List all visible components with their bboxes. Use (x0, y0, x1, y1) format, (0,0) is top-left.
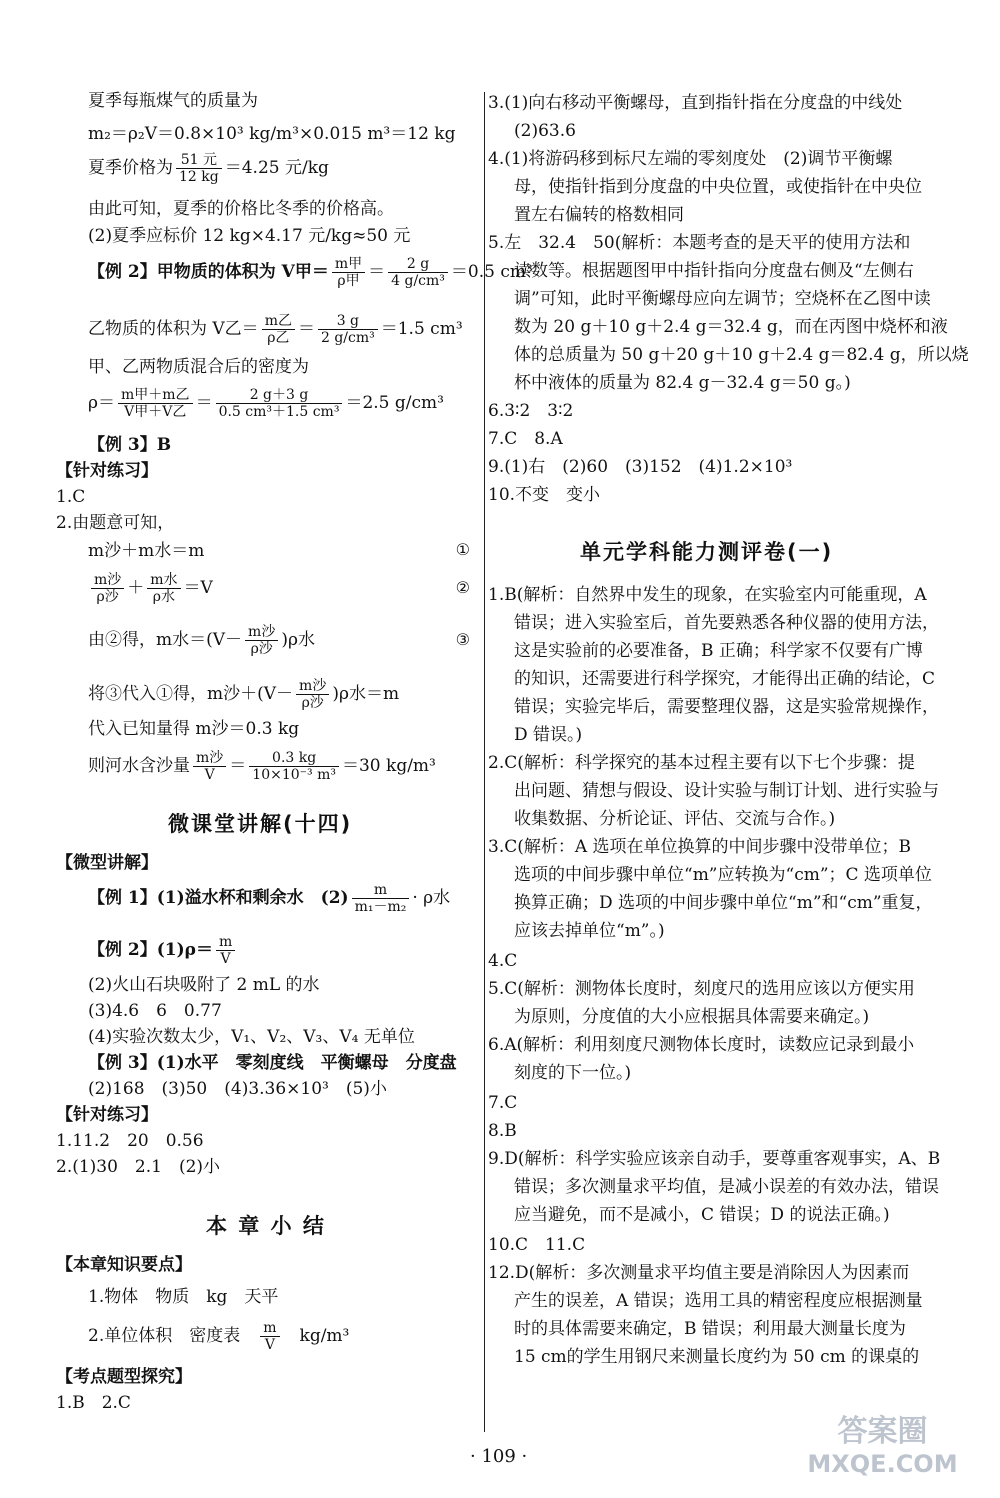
denominator: 2 g/cm³ (320, 330, 375, 346)
answer-line: 1.B 2.C (56, 1393, 131, 1413)
text-fragment: 【例 2】甲物质的体积为 V甲＝ (88, 262, 329, 282)
answer-line: 应该去掉单位“m”。) (514, 921, 665, 941)
denominator: V (204, 767, 215, 783)
answer-line: 2.由题意可知， (56, 513, 175, 533)
text-fragment: ρ＝ (88, 393, 115, 413)
numerator: 2 g＋3 g (216, 387, 343, 404)
fraction (147, 572, 180, 605)
formula-line: $\frac{\text{m沙}}{\text{ρ沙}}$ ＋ $\frac{\text{m水}}{\text{ρ水}}$ ＝V (56, 572, 213, 605)
answer-line: 5.C(解析：测物体长度时，刻度尺的选用应该以方便实用 (488, 979, 915, 999)
denominator: ρ甲 (337, 273, 360, 289)
answer-line: 母，使指针指到分度盘的中央位置，或使指针在中央位 (514, 177, 922, 197)
text-line: 【例 3】(1)水平 零刻度线 平衡螺母 分度盘 (88, 1053, 457, 1073)
fraction (249, 750, 339, 783)
section-label: 【针对练习】 (56, 461, 158, 481)
text-fragment: 由②得，m水＝ (88, 630, 207, 650)
answer-line: 时的具体需要来确定，B 错误；利用最大测量长度为 (514, 1319, 906, 1339)
answer-line: 为原则，分度值的大小应根据具体需要来确定。) (514, 1007, 870, 1027)
fraction (245, 624, 278, 657)
denominator: 4 g/cm³ (391, 273, 445, 289)
answer-line: 刻度的下一位。) (514, 1063, 632, 1083)
answer-line: 4.C (488, 951, 518, 971)
section-label: 【微型讲解】 (56, 853, 158, 873)
answer-line: 出问题、猜想与假设、设计实验与制订计划、进行实验与 (514, 781, 939, 801)
answer-line: 7.C 8.A (488, 429, 563, 449)
numerator: 0.3 kg (249, 750, 339, 767)
numerator: 3 g (318, 313, 378, 330)
numerator: m (260, 1320, 279, 1337)
text-line: (3)4.6 6 0.77 (88, 1001, 222, 1021)
answer-line: 置左右偏转的格数相同 (514, 205, 684, 225)
numerator: m (352, 882, 410, 899)
numerator: m甲 (332, 256, 365, 273)
text-fragment: ＝30 kg/m³ (341, 756, 436, 776)
answer-line: 3.(1)向右移动平衡螺母，直到指针指在分度盘的中线处 (488, 93, 903, 113)
section-label: 【针对练习】 (56, 1105, 158, 1125)
text-fragment: 乙物质的体积为 V乙＝ (88, 319, 259, 339)
column-divider (484, 92, 485, 1432)
text-line: 【例 3】B (88, 435, 172, 455)
answer-line: 应当避免，而不是减小，C 错误；D 的说法正确。) (514, 1205, 890, 1225)
answer-line: 错误；进入实验室后，首先要熟悉各种仪器的使用方法， (514, 613, 939, 633)
formula-line: m₂＝ρ₂V＝0.8×10³ kg/m³×0.015 m³＝12 kg (88, 124, 456, 144)
formula-line: 乙物质的体积为 V乙＝ $\frac{\text{m乙}}{\text{ρ乙}}$ ＝ $\frac{3 g}{\text{2 g/cm³}}$ ＝1.5 cm³ (88, 313, 463, 346)
answer-line: 错误；多次测量求平均值，是减小误差的有效办法，错误 (514, 1177, 939, 1197)
fraction (91, 572, 124, 605)
answer-line: 收集数据、分析论证、评估、交流与合作。) (514, 809, 836, 829)
answer-line: 9.D(解析：科学实验应该亲自动手，要尊重客观事实，A、B (488, 1149, 941, 1169)
denominator: 0.5 cm³＋1.5 cm³ (218, 404, 340, 420)
answer-line: 这是实验前的必要准备，B 正确；科学家不仅要有广博 (514, 641, 923, 661)
answer-line: (2)63.6 (514, 121, 576, 141)
answer-line: D 错误。) (514, 725, 583, 745)
text-line: (2)火山石块吸附了 2 mL 的水 (88, 975, 320, 995)
formula-line: ρ＝ $\frac{\text{m甲＋m乙}}{\text{V甲＋V乙}}$ ＝ $\frac{2 g+3 g}{\text{0.5 cm³＋1.5 cm³}}$ ＝2.5 g/cm³ (88, 387, 444, 420)
text-line: 1.物体 物质 kg 天平 (88, 1287, 279, 1307)
answer-line: 选项的中间步骤中单位“m”应转换为“cm”；C 选项单位 (514, 865, 932, 885)
section-title: 微课堂讲解(十四) (168, 812, 353, 836)
text-fragment: )ρ水＝m (332, 684, 400, 704)
text-fragment: 2.单位体积 密度表 (88, 1326, 241, 1346)
answer-line: 9.(1)右 (2)60 (3)152 (4)1.2×10³ (488, 457, 793, 477)
answer-line: 5.左 32.4 50(解析：本题考查的是天平的使用方法和 (488, 233, 911, 253)
numerator: 2 g (388, 256, 448, 273)
denominator: V (264, 1337, 275, 1353)
formula-line: 则河水含沙量 $\frac{\text{m沙}}{V}$ ＝ $\frac{0.3 kg}{\text{10×10⁻³ m³}}$ ＝30 kg/m³ (88, 750, 436, 783)
text-fragment: ＝2.5 g/cm³ (345, 393, 444, 413)
numerator: m沙 (296, 678, 329, 695)
answer-line: 1.11.2 20 0.56 (56, 1131, 204, 1151)
formula-line (56, 882, 450, 915)
answer-line: 10.不变 变小 (488, 485, 601, 505)
answer-line: 1.C (56, 487, 86, 507)
denominator: 10×10⁻³ m³ (252, 767, 336, 783)
answer-line: 体的总质量为 50 g＋20 g＋10 g＋2.4 g＝82.4 g，所以烧 (514, 345, 969, 365)
answer-line: 读数等。根据题图甲中指针指向分度盘右侧及“左侧右 (514, 261, 914, 281)
answer-line: 换算正确；D 选项的中间步骤中单位“m”和“cm”重复， (514, 893, 933, 913)
watermark-logo (795, 1416, 970, 1486)
answer-line: 3.C(解析：A 选项在单位换算的中间步骤中没带单位；B (488, 837, 912, 857)
text-fragment: 将③代入①得，m沙＋ (88, 684, 258, 704)
text-fragment: (V－ (257, 684, 294, 704)
answer-line: 2.(1)30 2.1 (2)小 (56, 1157, 221, 1177)
fraction (216, 934, 235, 967)
answer-line: 2.C(解析：科学探究的基本过程主要有以下七个步骤：提 (488, 753, 915, 773)
denominator: 12 kg (179, 169, 219, 185)
fraction (260, 1320, 279, 1353)
formula-line (56, 152, 329, 185)
text-fragment: ＝1.5 cm³ (380, 319, 463, 339)
section-label: 【考点题型探究】 (56, 1367, 192, 1387)
denominator: ρ水 (152, 589, 176, 605)
numerator: m沙 (193, 750, 226, 767)
answer-line: 10.C 11.C (488, 1235, 586, 1255)
section-title: 本 章 小 结 (206, 1214, 326, 1238)
formula-line (56, 1320, 349, 1353)
answer-line: 6.A(解析：利用刻度尺测物体长度时，读数应记录到最小 (488, 1035, 915, 1055)
text-fragment: 夏季价格为 (88, 158, 173, 178)
text-line: (2)夏季应标价 12 kg×4.17 元/kg≈50 元 (88, 226, 411, 246)
answer-line: 15 cm的学生用钢尺来测量长度约为 50 cm 的课桌的 (514, 1347, 920, 1367)
numerator: m (216, 934, 235, 951)
answer-line: 数为 20 g＋10 g＋2.4 g＝32.4 g，而在丙图中烧杯和液 (514, 317, 948, 337)
answer-line: 产生的误差，A 错误；选用工具的精密程度应根据测量 (514, 1291, 923, 1311)
equation-marker: ② (455, 578, 470, 597)
formula-line (56, 678, 399, 711)
fraction (318, 313, 378, 346)
fraction (388, 256, 448, 289)
section-title: 单元学科能力测评卷(一) (580, 540, 834, 564)
fraction (262, 313, 295, 346)
watermark-url: MXQE.COM (807, 1450, 958, 1478)
text-fragment: · ρ水 (412, 888, 451, 908)
numerator: m沙 (91, 572, 124, 589)
text-fragment: 【例 2】(1)ρ＝ (88, 940, 213, 960)
formula-line: 【例 2】甲物质的体积为 V甲＝ $\frac{\text{m甲}}{\text{ρ甲}}$ ＝ $\frac{2 g}{\text{4 g/cm³}}$ ＝0.5 cm³ (88, 256, 533, 289)
denominator: V甲＋V乙 (124, 404, 187, 420)
answer-line: 6.3∶2 3∶2 (488, 401, 574, 421)
text-fragment: (V－ (206, 630, 243, 650)
fraction (176, 152, 222, 185)
formula-line (56, 934, 238, 967)
fraction (296, 678, 329, 711)
denominator: ρ沙 (96, 589, 119, 605)
denominator: ρ乙 (267, 330, 290, 346)
denominator: ρ沙 (250, 641, 273, 657)
numerator: m水 (147, 572, 180, 589)
text-fragment: kg/m³ (299, 1326, 350, 1346)
fraction (332, 256, 365, 289)
formula-line (56, 624, 315, 657)
answer-line: 错误；实验完毕后，需要整理仪器，这是实验常规操作， (514, 697, 939, 717)
text-fragment: ＝0.5 cm³ (450, 262, 533, 282)
watermark-text: 答案圈 (837, 1414, 928, 1449)
page-number: · 109 · (470, 1446, 528, 1467)
denominator: V (220, 951, 231, 967)
equation-marker: ① (455, 540, 470, 559)
fraction (216, 387, 343, 420)
text-line: (2)168 (3)50 (4)3.36×10³ (5)小 (88, 1079, 387, 1099)
equation-marker: ③ (455, 630, 470, 649)
text-line: 夏季每瓶煤气的质量为 (88, 91, 258, 111)
text-fragment: ＝4.25 元/kg (224, 158, 329, 178)
text-fragment: 【例 1】(1)溢水杯和剩余水 (2) (88, 888, 349, 908)
answer-line: 8.B (488, 1121, 517, 1141)
text-fragment: 则河水含沙量 (88, 756, 190, 776)
fraction (352, 882, 410, 915)
answer-line: 的知识，还需要进行科学探究，才能得出正确的结论，C (514, 669, 936, 689)
answer-line: 4.(1)将游码移到标尺左端的零刻度处 (2)调节平衡螺 (488, 149, 893, 169)
formula-line: m沙＋m水＝m (88, 541, 205, 561)
answer-line: 7.C (488, 1093, 518, 1113)
fraction (193, 750, 226, 783)
text-line: 甲、乙两物质混合后的密度为 (88, 357, 309, 377)
denominator: m₁－m₂ (354, 899, 407, 915)
numerator: m甲＋m乙 (118, 387, 193, 404)
denominator: ρ沙 (301, 695, 324, 711)
numerator: m沙 (245, 624, 278, 641)
section-label: 【本章知识要点】 (56, 1255, 192, 1275)
numerator: m乙 (262, 313, 295, 330)
answer-line: 杯中液体的质量为 82.4 g－32.4 g＝50 g。) (514, 373, 851, 393)
answer-line: 12.D(解析：多次测量求平均值主要是消除因人为因素而 (488, 1263, 910, 1283)
answer-line: 调”可知，此时平衡螺母应向左调节；空烧杯在乙图中读 (514, 289, 931, 309)
numerator: 51 元 (176, 152, 222, 169)
answer-line: 1.B(解析：自然界中发生的现象，在实验室内可能重现，A (488, 585, 927, 605)
fraction (118, 387, 193, 420)
text-fragment: ＝V (183, 578, 213, 598)
text-line: (4)实验次数太少，V₁、V₂、V₃、V₄ 无单位 (88, 1027, 415, 1047)
formula-line: 代入已知量得 m沙＝0.3 kg (88, 719, 300, 739)
text-line: 由此可知，夏季的价格比冬季的价格高。 (88, 199, 394, 219)
text-fragment: )ρ水 (281, 630, 315, 650)
